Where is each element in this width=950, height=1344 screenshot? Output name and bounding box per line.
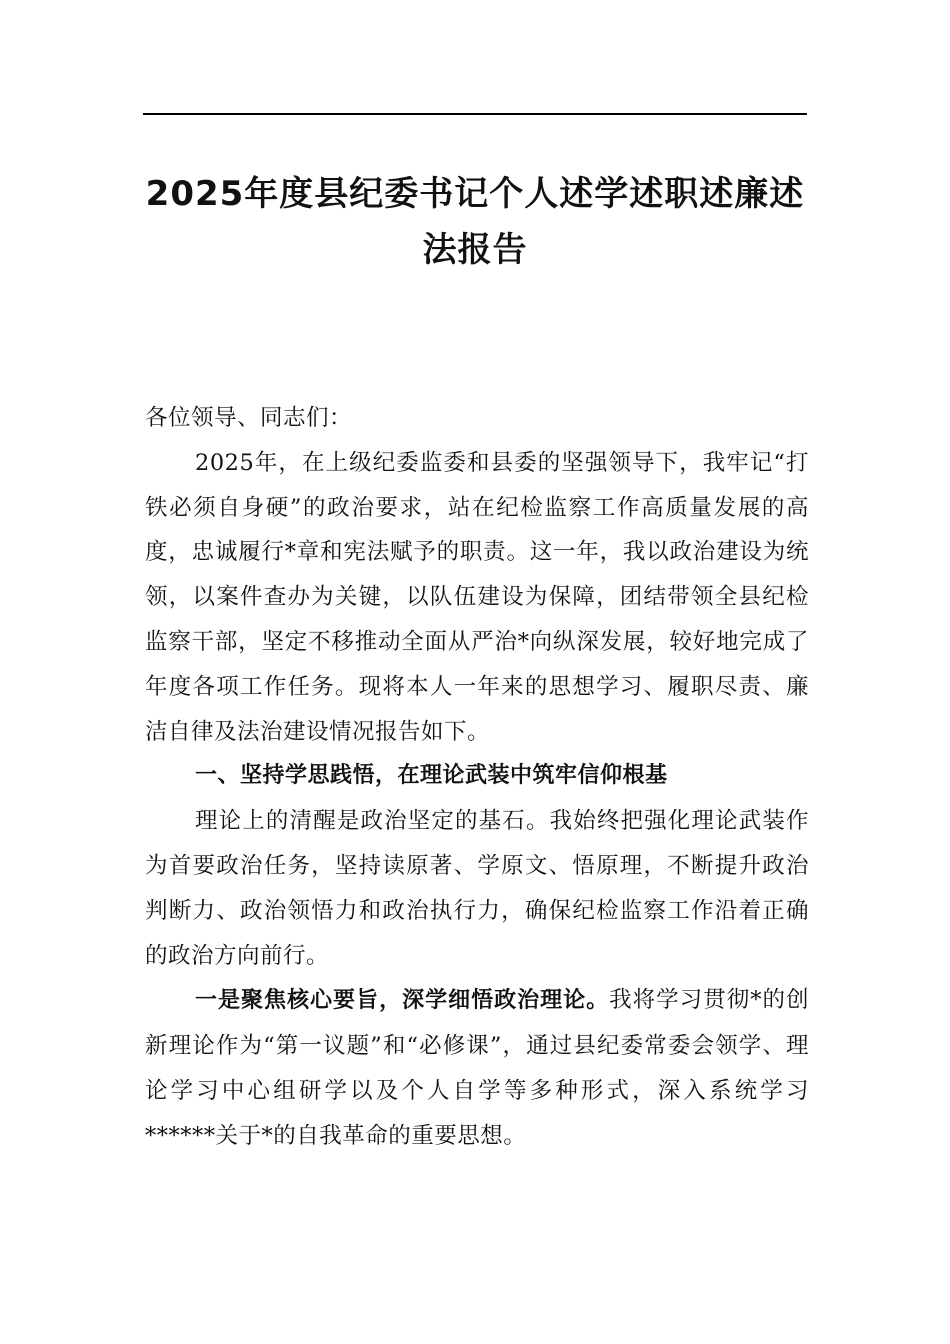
document-body bbox=[145, 396, 809, 1159]
title-line-1: 2025年度县纪委书记个人述学述职述廉述 bbox=[145, 174, 805, 214]
intro-paragraph: 2025年，在上级纪委监委和县委的坚强领导下，我牢记“打铁必须自身硬”的政治要求，站在纪检监察工作高质量发展的高度，忠诚履行*章和宪法赋予的职责。这一年，我以政治建设为统领，以案件查办为关键，以队伍建设为保障，团结带领全县纪检监察干部，坚定不移推动全面从严治*向纵深发展，较好地完成了年度各项工作任务。现将本人一年来的思想学习、履职尽责、廉洁自律及法治建设情况报告如下。 bbox=[145, 449, 809, 745]
document-title bbox=[110, 166, 840, 278]
title-line-2: 法报告 bbox=[422, 230, 528, 270]
section-heading: 一、坚持学思践悟，在理论武装中筑牢信仰根基 bbox=[195, 763, 668, 789]
point-lead: 一是聚焦核心要旨，深学细悟政治理论。 bbox=[195, 988, 610, 1014]
salutation: 各位领导、同志们： bbox=[145, 405, 353, 431]
section-paragraph: 理论上的清醒是政治坚定的基石。我始终把强化理论武装作为首要政治任务，坚持读原著、学原文、悟原理，不断提升政治判断力、政治领悟力和政治执行力，确保纪检监察工作沿着正确的政治方向前行。 bbox=[145, 808, 809, 969]
header-rule bbox=[143, 113, 807, 115]
point-paragraph bbox=[145, 978, 809, 1158]
point-body: 我将学习贯彻*的创新理论作为“第一议题”和“必修课”，通过县纪委常委会领学、理论学习中心组研学以及个人自学等多种形式，深入系统学习******关于*的自我革命的重要思想。 bbox=[145, 987, 809, 1149]
